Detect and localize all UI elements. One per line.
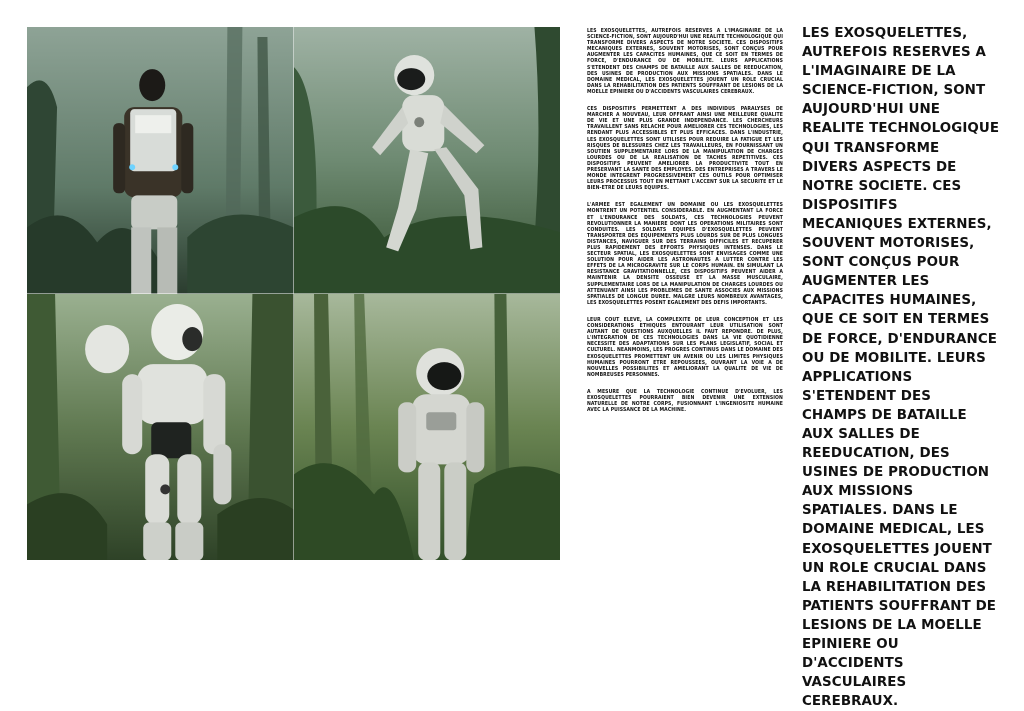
article-paragraph-4: LEUR COUT ELEVE, LA COMPLEXITE DE LEUR CONCEPTION ET LES CONSIDERATIONS ETHIQUES ENTOURANT LEUR UTILISATION SONT AUTANT DE QUESTIONS AUXQUELLES IL FAUT REPONDRE. DE PLUS, L'INTEGRATION DE CES TECHNOLOGIES DANS LA VIE QUOTIDIENNE NECESSITE DES ADAPTATIONS SUR LES PLANS LEGISLATIF, SOCIAL ET CULTUREL. NEANMOINS, LES PROGRES CONTINUS DANS LE DOMAINE DES EXOSQUELETTES PROMETTENT UN AVENIR OU LES LIMITES PHYSIQUES HUMAINES POURRONT ETRE REPOUSSEES, OUVRANT LA VOIE A DE NOUVELLES POSSIBILITES ET AMELIORANT LA QUALITE DE VIE DE NOMBREUSES PERSONNES.	[587, 316, 783, 378]
image-grid	[27, 27, 560, 560]
photo-leaping-exosuit	[294, 27, 561, 294]
article-paragraph-3: L'ARMEE EST EGALEMENT UN DOMAINE OU LES EXOSQUELETTES MONTRENT UN POTENTIEL CONSIDERABLE. EN AUGMENTANT LA FORCE ET L'ENDURANCE DES SOLDATS, CES TECHNOLOGIES PEUVENT REVOLUTIONNER LA MANIERE DONT LES OPERATIONS MILITAIRES SONT CONDUITES. LES SOLDATS EQUIPES D'EXOSQUELETTES PEUVENT TRANSPORTER DES EQUIPEMENTS PLUS LOURDS SUR DE PLUS LONGUES DISTANCES, NAVIGUER SUR DES TERRAINS DIFFICILES ET RECUPERER PLUS RAPIDEMENT DES EFFORTS PHYSIQUES INTENSES. DANS LE SECTEUR SPATIAL, LES EXOSQUELETTES SONT ENVISAGES COMME UNE SOLUTION POUR AIDER LES ASTRONAUTES A LUTTER CONTRE LES EFFETS DE LA MICROGRAVITE SUR LE CORPS HUMAIN. EN SIMULANT LA RESISTANCE GRAVITATIONNELLE, CES DISPOSITIFS PEUVENT AIDER A MAINTENIR LA DENSITE OSSEUSE ET LA MASSE MUSCULAIRE, SUPPLEMENTAIRE LORS DE LA MANIPULATION DE CHARGES LOURDES OU ATTENUANT AINSI LES PROBLEMES DE SANTE ASSOCIES AUX MISSIONS SPATIALES DE LONGUE DUREE. MALGRE LEURS NOMBREUX AVANTAGES, LES EXOSQUELETTES POSENT EGALEMENT DES DEFIS IMPORTANTS.	[587, 202, 783, 306]
article-column	[587, 28, 783, 568]
pull-quote: LES EXOSQUELETTES, AUTREFOIS RESERVES A L'IMAGINAIRE DE LA SCIENCE-FICTION, SONT AUJOURD'HUI UNE REALITE TECHNOLOGIQUE QUI TRANSFORME DIVERS ASPECTS DE NOTRE SOCIETE. CES DISPOSITIFS MECANIQUES EXTERNES, SOUVENT MOTORISES, SONT CONÇUS POUR AUGMENTER LES CAPACITES HUMAINES, QUE CE SOIT EN TERMES DE FORCE, D'ENDURANCE OU DE MOBILITE. LEURS APPLICATIONS S'ETENDENT DES CHAMPS DE BATAILLE AUX SALLES DE REEDUCATION, DES USINES DE PRODUCTION AUX MISSIONS SPATIALES. DANS LE DOMAINE MEDICAL, LES EXOSQUELETTES JOUENT UN ROLE CRUCIAL DANS LA REHABILITATION DES PATIENTS SOUFFRANT DE LESIONS DE LA MOELLE EPINIERE OU D'ACCIDENTS VASCULAIRES CEREBRAUX.	[802, 26, 1000, 710]
article-paragraph-1: LES EXOSQUELETTES, AUTREFOIS RESERVES A L'IMAGINAIRE DE LA SCIENCE-FICTION, SONT AUJOURD'HUI UNE REALITE TECHNOLOGIQUE QUI TRANSFORME DIVERS ASPECTS DE NOTRE SOCIETE. CES DISPOSITIFS MECANIQUES EXTERNES, SOUVENT MOTORISES, SONT CONÇUS POUR AUGMENTER LES CAPACITES HUMAINES, QUE CE SOIT EN TERMES DE FORCE, D'ENDURANCE OU DE MOBILITE. LEURS APPLICATIONS S'ETENDENT DES CHAMPS DE BATAILLE AUX SALLES DE REEDUCATION, DES USINES DE PRODUCTION AUX MISSIONS SPATIALES. DANS LE DOMAINE MEDICAL, LES EXOSQUELETTES JOUENT UN ROLE CRUCIAL DANS LA REHABILITATION DES PATIENTS SOUFFRANT DE LESIONS DE LA MOELLE EPINIERE OU D'ACCIDENTS VASCULAIRES CEREBRAUX.	[587, 28, 783, 95]
article-paragraph-5: A MESURE QUE LA TECHNOLOGIE CONTINUE D'EVOLUER, LES EXOSQUELETTES POURRAIENT BIEN DEVENIR UNE EXTENSION NATURELLE DE NOTRE CORPS, FUSIONNANT L'INGENIOSITE HUMAINE AVEC LA PUISSANCE DE LA MACHINE.	[587, 388, 783, 414]
photo-exoskeleton-man	[27, 27, 294, 294]
photo-humanoid-robot	[27, 294, 294, 561]
photo-spacesuit-figure	[294, 294, 561, 561]
article-paragraph-2: CES DISPOSITIFS PERMETTENT A DES INDIVIDUS PARALYSES DE MARCHER A NOUVEAU, LEUR OFFRANT AINSI UNE MEILLEURE QUALITE DE VIE ET UNE PLUS GRANDE INDEPENDANCE. LES CHERCHEURS TRAVAILLENT SANS RELACHE POUR AMELIORER CES TECHNOLOGIES, LES RENDANT PLUS ACCESSIBLES ET PLUS EFFICACES. DANS L'INDUSTRIE, LES EXOSQUELETTES SONT UTILISES POUR REDUIRE LA FATIGUE ET LES RISQUES DE BLESSURES CHEZ LES TRAVAILLEURS, EN FOURNISSANT UN SOUTIEN SUPPLEMENTAIRE LORS DE LA MANIPULATION DE CHARGES LOURDES OU DE LA REALISATION DE TACHES REPETITIVES. CES DISPOSITIFS PEUVENT AMELIORER LA PRODUCTIVITE TOUT EN PRESERVANT LA SANTE DES EMPLOYES. DES ENTREPRISES A TRAVERS LE MONDE INTEGRENT PROGRESSIVEMENT CES OUTILS POUR OPTIMISER LEURS PROCESSUS TOUT EN METTANT L'ACCENT SUR LA SECURITE ET LE BIEN-ETRE DE LEURS EQUIPES.	[587, 106, 783, 192]
